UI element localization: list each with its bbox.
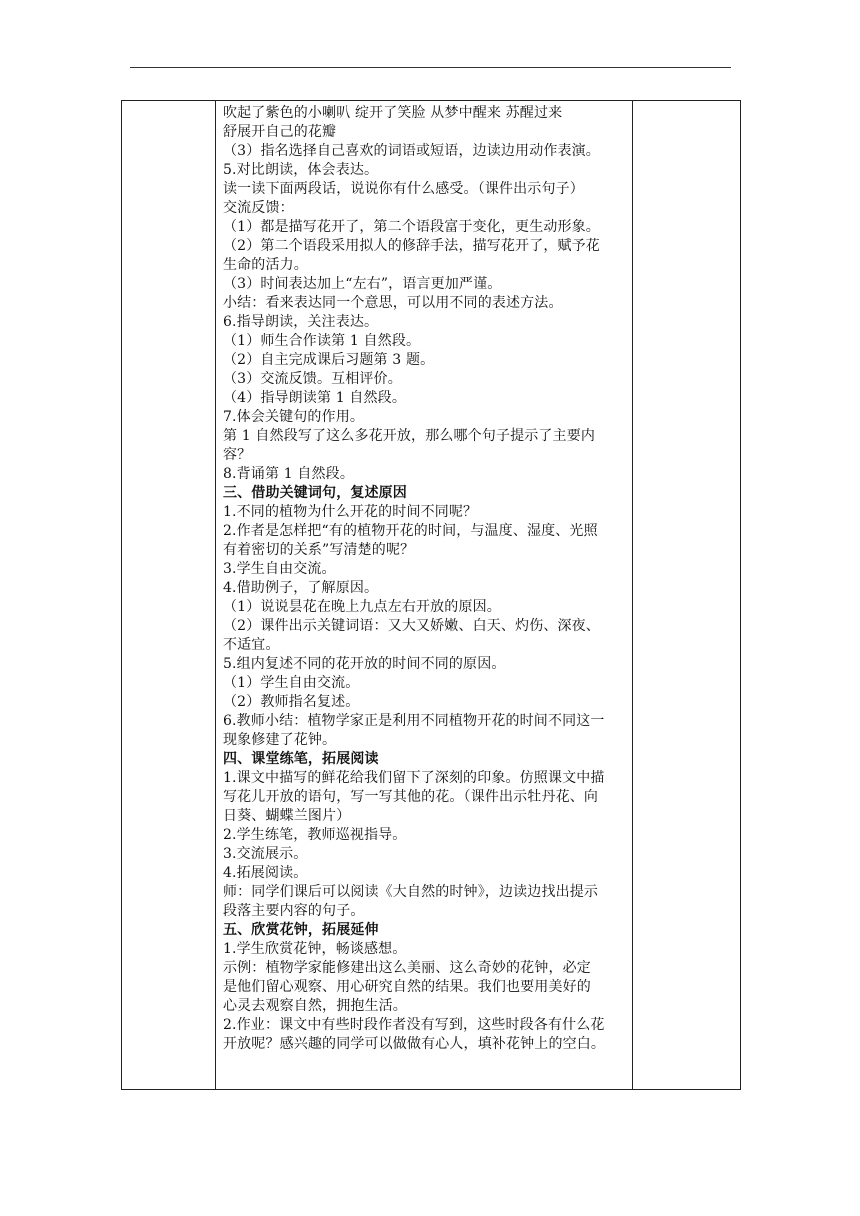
content-line: 1.不同的植物为什么开花的时间不同呢？: [223, 504, 478, 520]
content-line: 4.拓展阅读。: [223, 865, 308, 881]
content-line: 2.作业：课文中有些时段作者没有写到，这些时段各有什么花: [223, 1017, 605, 1033]
lesson-content: [223, 104, 629, 1054]
content-line: 3.交流展示。: [223, 846, 308, 862]
content-line: 6.教师小结：植物学家正是利用不同植物开花的时间不同这一: [223, 713, 605, 729]
section-heading: 三、借助关键词句，复述原因: [223, 485, 407, 501]
content-line: （1）师生合作读第 1 自然段。: [223, 333, 421, 349]
content-line: 1.课文中描写的鲜花给我们留下了深刻的印象。仿照课文中描: [223, 770, 605, 786]
content-line: （2）自主完成课后习题第 3 题。: [223, 352, 435, 368]
content-line: 8.背诵第 1 自然段。: [223, 466, 354, 482]
content-line: 1.学生欣赏花钟，畅谈感想。: [223, 941, 407, 957]
content-line: （3）指名选择自己喜欢的词语或短语，边读边用动作表演。: [223, 143, 600, 159]
content-line: 交流反馈：: [223, 200, 294, 216]
content-line: 读一读下面两段话，说说你有什么感受。（课件出示句子）: [223, 181, 584, 197]
content-line: 师：同学们课后可以阅读《大自然的时钟》，边读边找出提示: [223, 884, 599, 900]
content-line: （4）指导朗读第 1 自然段。: [223, 390, 406, 406]
content-line: 生命的活力。: [223, 257, 308, 273]
lesson-plan-table: [121, 100, 741, 1090]
content-line: 小结：看来表达同一个意思，可以用不同的表述方法。: [223, 295, 563, 311]
section-heading: 五、欣赏花钟，拓展延伸: [223, 922, 379, 938]
column-divider-left: [215, 101, 216, 1089]
content-line: （1）学生自由交流。: [223, 675, 360, 691]
content-line: 7.体会关键句的作用。: [223, 409, 365, 425]
header-rule: [130, 67, 731, 68]
content-line: 5.组内复述不同的花开放的时间不同的原因。: [223, 656, 506, 672]
content-line: 是他们留心观察、用心研究自然的结果。我们也要用美好的: [223, 979, 591, 995]
content-line: 舒展开自己的花瓣: [223, 124, 337, 140]
content-line: 示例：植物学家能修建出这么美丽、这么奇妙的花钟，必定: [223, 960, 591, 976]
content-line: 6.指导朗读，关注表达。: [223, 314, 379, 330]
content-line: 5.对比朗读，体会表达。: [223, 162, 379, 178]
content-line: 2.学生练笔，教师巡视指导。: [223, 827, 407, 843]
content-line: 有着密切的关系”写清楚的呢？: [223, 542, 415, 558]
content-line: 开放呢？感兴趣的同学可以做做有心人，填补花钟上的空白。: [223, 1036, 606, 1052]
content-line: （2）第二个语段采用拟人的修辞手法，描写花开了，赋予花: [223, 238, 600, 254]
content-line: 现象修建了花钟。: [223, 732, 337, 748]
content-line: 不适宜。: [223, 637, 280, 653]
content-line: 2.作者是怎样把“有的植物开花的时间，与温度、湿度、光照: [223, 523, 598, 539]
content-line: 3.学生自由交流。: [223, 561, 336, 577]
content-line: （1）都是描写花开了，第二个语段富于变化，更生动形象。: [223, 219, 600, 235]
section-heading: 四、课堂练笔，拓展阅读: [223, 751, 379, 767]
content-line: 容？: [223, 447, 252, 463]
content-line: （1）说说昙花在晚上九点左右开放的原因。: [223, 599, 501, 615]
column-divider-right: [632, 101, 633, 1089]
content-line: 写花儿开放的语句，写一写其他的花。（课件出示牡丹花、向: [223, 789, 599, 805]
content-line: 段落主要内容的句子。: [223, 903, 365, 919]
content-line: （2）课件出示关键词语：又大又娇嫩、白天、灼伤、深夜、: [223, 618, 600, 634]
content-line: 心灵去观察自然，拥抱生活。: [223, 998, 407, 1014]
content-line: （3）时间表达加上“左右”，语言更加严谨。: [223, 276, 502, 292]
content-line: 第 1 自然段写了这么多花开放，那么哪个句子提示了主要内: [223, 428, 596, 444]
content-line: 日葵、蝴蝶兰图片）: [223, 808, 351, 824]
content-line: （2）教师指名复述。: [223, 694, 360, 710]
content-line: （3）交流反馈。互相评价。: [223, 371, 402, 387]
content-line: 吹起了紫色的小喇叭 绽开了笑脸 从梦中醒来 苏醒过来: [223, 105, 563, 121]
content-line: 4.借助例子，了解原因。: [223, 580, 379, 596]
